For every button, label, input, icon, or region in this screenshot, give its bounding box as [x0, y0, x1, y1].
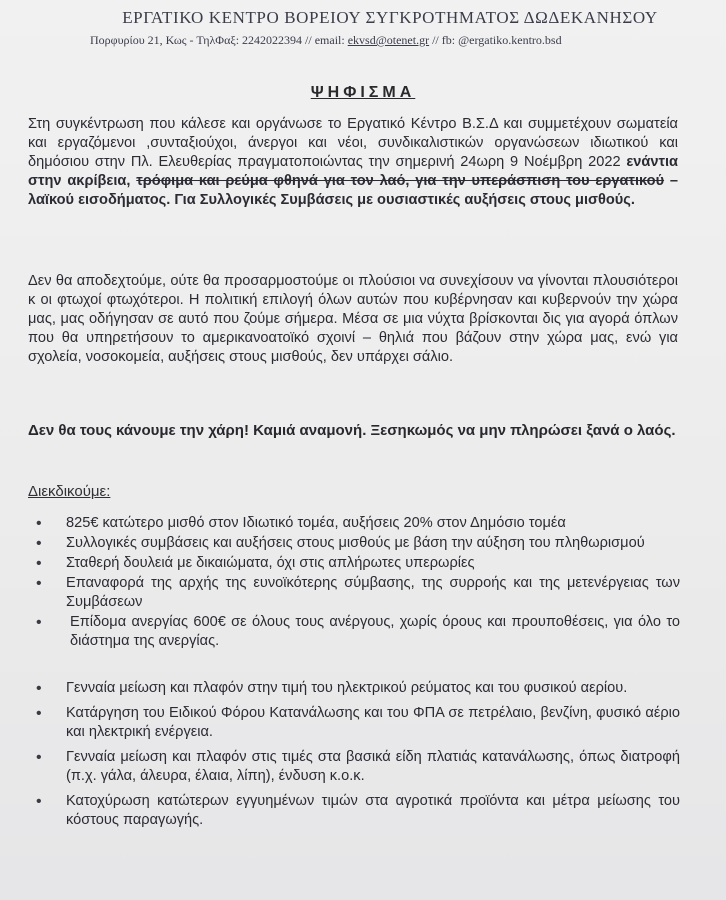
demand-text: Επαναφορά της αρχής της ευνοϊκότερης σύμβασης, της συρροής και της μετενέργειας των Συμβάσεων [66, 575, 680, 610]
paragraph-2: Δεν θα αποδεχτούμε, ούτε θα προσαρμοστούμε οι πλούσιοι να συνεχίσουν να γίνονται πλουσιότεροι κ οι φτωχοί φτωχότεροι. Η πολιτική επιλογή όλων αυτών που κυβέρνησαν και κυβερνούν την χώρα μας, μας οδήγησαν σε αυτό που ζούμε σήμερα. Μέσα σε μια νύχτα βρίσκονται δις για αγορά όπλων που θα υπηρετήσουν το αμερικανοατοϊκό σχοινί – θηλιά που βάζουν στην χώρα μας, ενώ για σχολεία, νοσοκομεία, αυξήσεις στους μισθούς, δεν υπάρχει σάλιο. [28, 273, 678, 365]
bullet-icon: • [36, 680, 42, 697]
intro-text: Στη συγκέντρωση που κάλεσε και οργάνωσε το Εργατικό Κέντρο Β.Σ.Δ και συμμετέχουν σωματεία και εργαζόμενοι ,συνταξιούχοι, άνεργοι και νέοι, συνδικαλιστικών οργανώσεων ιδιωτικού και δημόσιου στην Πλ. Ελευθερίας πραγματοποιώντας την σημερινή 24ωρη 9 Νοέμβρη 2022 [28, 116, 678, 170]
demand-text: Γενναία μείωση και πλαφόν στην τιμή του ηλεκτρικού ρεύματος και του φυσικού αερίου. [66, 680, 628, 696]
intro-bold-1: ενάντια στην ακρίβεια, [28, 154, 678, 189]
demands-heading: Διεκδικούμε: [28, 483, 111, 500]
letterhead [90, 8, 690, 48]
demand-item [30, 574, 680, 612]
contact-line [90, 33, 690, 48]
bullet-icon: • [36, 793, 42, 810]
demand-item [30, 613, 680, 651]
demand-item [30, 679, 680, 698]
facebook-text: // fb: @ergatiko.kentro.bsd [432, 33, 562, 47]
demand-item [30, 792, 680, 830]
demand-item [30, 534, 680, 553]
bullet-icon: • [36, 555, 42, 572]
demand-text: Κατάργηση του Ειδικού Φόρου Κατανάλωσης και του ΦΠΑ σε πετρέλαιο, βενζίνη, φυσικό αέριο και ηλεκτρική ενέργεια. [66, 705, 680, 740]
demand-item [30, 704, 680, 742]
demand-text: Συλλογικές συμβάσεις και αυξήσεις στους μισθούς με βάση την αύξηση του πληθωρισμού [66, 535, 645, 551]
bullet-icon: • [36, 614, 42, 631]
demand-item [30, 514, 680, 533]
demands-list [30, 514, 680, 830]
paragraph-3: Δεν θα τους κάνουμε την χάρη! Καμιά αναμονή. Ξεσηκωμός να μην πληρώσει ξανά ο λαός. [28, 422, 676, 439]
intro-bold-2: – λαϊκού εισοδήματος. Για Συλλογικές Συμβάσεις με ουσιαστικές αυξήσεις στους μισθούς. [28, 173, 678, 208]
demand-text: Επίδομα ανεργίας 600€ σε όλους τους ανέργους, χωρίς όρους και προυποθέσεις, για όλο το διάστημα της ανεργίας. [70, 614, 680, 649]
bullet-icon: • [36, 515, 42, 532]
bullet-icon: • [36, 575, 42, 592]
demand-text: 825€ κατώτερο μισθό στον Ιδιωτικό τομέα, αυξήσεις 20% στον Δημόσιο τομέα [66, 515, 566, 531]
address-text: Πορφυρίου 21, Κως - ΤηλΦαξ: 2242022394 // email: [90, 33, 345, 47]
demand-text: Γενναία μείωση και πλαφόν στις τιμές στα βασικά είδη πλατιάς κατανάλωσης, όπως διατροφή (π.χ. γάλα, άλευρα, έλαια, λίπη), ένδυση κ.ο.κ. [66, 749, 680, 784]
demand-text: Κατοχύρωση κατώτερων εγγυημένων τιμών στα αγροτικά προϊόντα και μέτρα μείωσης του κόστους παραγωγής. [66, 793, 680, 828]
intro-bold-struck: τρόφιμα και ρεύμα φθηνά για τον λαό, για την υπεράσπιση του εργατικού [136, 173, 665, 189]
bullet-icon: • [36, 535, 42, 552]
organization-name: ΕΡΓΑΤΙΚΟ ΚΕΝΤΡΟ ΒΟΡΕΙΟΥ ΣΥΓΚΡΟΤΗΜΑΤΟΣ ΔΩΔΕΚΑΝΗΣΟΥ [122, 8, 658, 27]
bullet-icon: • [36, 749, 42, 766]
demand-item [30, 748, 680, 786]
document-title: ΨΗΦΙΣΜΑ [310, 84, 416, 101]
intro-paragraph [28, 115, 678, 210]
demand-text: Σταθερή δουλειά με δικαιώματα, όχι στις απλήρωτες υπερωρίες [66, 555, 475, 571]
bullet-icon: • [36, 705, 42, 722]
demand-item [30, 554, 680, 573]
email-link[interactable]: ekvsd@otenet.gr [347, 33, 430, 47]
